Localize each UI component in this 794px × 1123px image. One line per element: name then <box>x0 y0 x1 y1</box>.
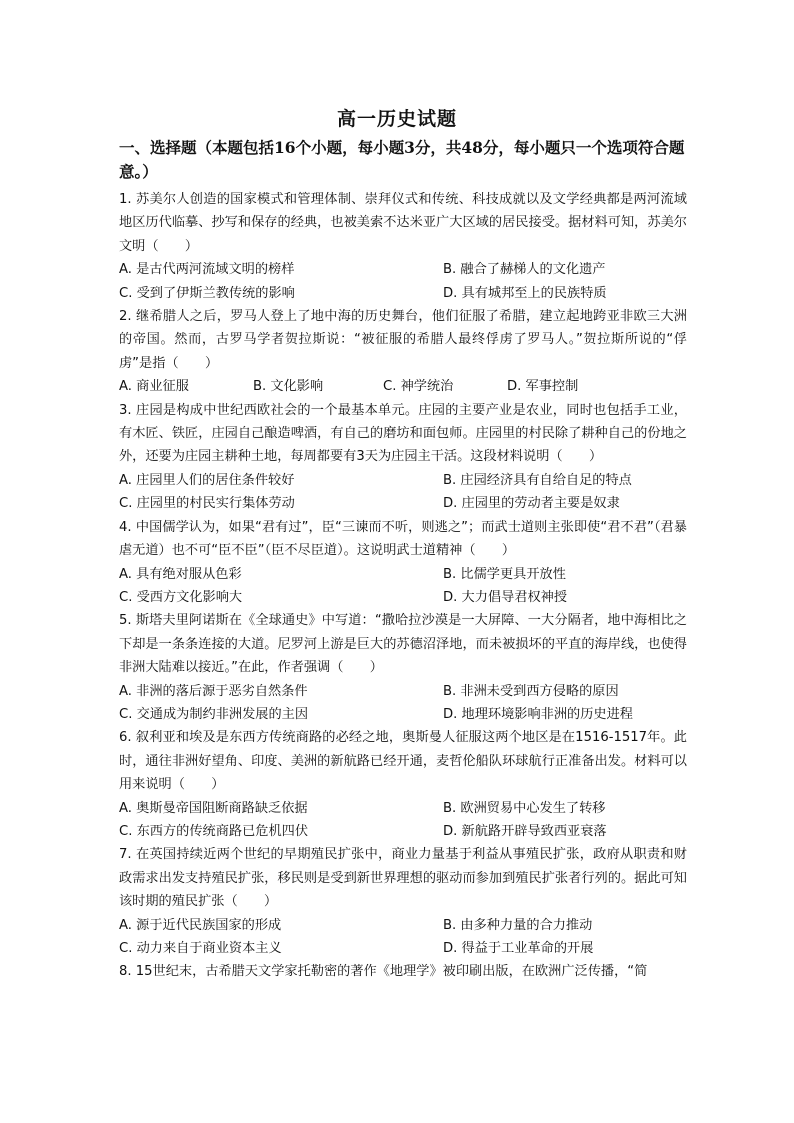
answer-option-c: C. 东西方的传统商路已危机四伏 <box>119 823 309 839</box>
question-3 <box>119 399 687 516</box>
answer-option-d: D. 庄园里的劳动者主要是奴隶 <box>443 496 620 512</box>
answer-option-c: C. 受西方文化影响大 <box>119 589 243 605</box>
question-stem: 4. 中国儒学认为，如果“君有过”，臣“三谏而不听，则逃之”；而武士道则主张即使“君不君”（君暴虐无道）也不可“臣不臣”（臣不尽臣道）。这说明武士道精神（ ） <box>119 519 687 559</box>
option-group <box>119 914 687 961</box>
answer-option-c: C. 交通成为制约非洲发展的主因 <box>119 706 309 722</box>
answer-option-a: A. 非洲的落后源于恶劣自然条件 <box>119 683 308 699</box>
answer-option-d: D. 新航路开辟导致西亚衰落 <box>443 823 607 839</box>
answer-option-b: B. 文化影响 <box>253 379 324 395</box>
answer-option-c: C. 受到了伊斯兰教传统的影响 <box>119 285 295 301</box>
answer-option-d: D. 大力倡导君权神授 <box>443 589 568 605</box>
answer-option-c: C. 庄园里的村民实行集体劳动 <box>119 496 295 512</box>
option-group <box>119 375 687 398</box>
answer-option-d: D. 军事控制 <box>507 379 579 395</box>
question-stem: 1. 苏美尔人创造的国家模式和管理体制、崇拜仪式和传统、科技成就以及文学经典都是两河流域地区历代临摹、抄写和保存的经典，也被美索不达米亚广大区域的居民接受。据材料可知，苏美尔文明（ ） <box>119 192 687 254</box>
answer-option-a: A. 源于近代民族国家的形成 <box>119 917 282 933</box>
question-stem: 2. 继希腊人之后，罗马人登上了地中海的历史舞台，他们征服了希腊，建立起地跨亚非欧三大洲的帝国。然而，古罗马学者贺拉斯说：“被征服的希腊人最终俘虏了罗马人。”贺拉斯所说的“俘虏”是指（ ） <box>119 309 687 371</box>
question-2 <box>119 305 687 399</box>
question-list <box>119 188 687 984</box>
question-8 <box>119 960 687 983</box>
question-5 <box>119 609 687 726</box>
option-group <box>119 563 687 610</box>
answer-option-a: A. 庄园里人们的居住条件较好 <box>119 472 295 488</box>
question-6 <box>119 726 687 843</box>
page-title: 高一历史试题 <box>336 108 457 130</box>
answer-option-c: C. 神学统治 <box>383 379 454 395</box>
question-stem: 5. 斯塔夫里阿诺斯在《全球通史》中写道：“撒哈拉沙漠是一大屏障、一大分隔者，地中海相比之下却是一条条连接的大道。尼罗河上游是巨大的苏德沼泽地，而未被损坏的平直的海岸线，也使得非洲大陆难以接近。”在此，作者强调（ ） <box>119 613 687 676</box>
answer-option-b: B. 非洲未受到西方侵略的原因 <box>443 683 619 699</box>
question-stem: 7. 在英国持续近两个世纪的早期殖民扩张中，商业力量基于利益从事殖民扩张，政府从职责和财政需求出发支持殖民扩张，移民则是受到新世界理想的驱动而参加到殖民扩张者行列的。据此可知该时期的殖民扩张（ ） <box>119 847 687 910</box>
answer-option-a: A. 商业征服 <box>119 379 189 395</box>
option-group <box>119 797 687 844</box>
answer-option-b: B. 欧洲贸易中心发生了转移 <box>443 800 606 816</box>
section-heading: 一、选择题（本题包括16个小题，每小题3分，共48分，每小题只一个选项符合题意。） <box>119 138 685 181</box>
question-stem: 8. 15世纪末，古希腊天文学家托勒密的著作《地理学》被印刷出版，在欧洲广泛传播，“简 <box>119 964 648 980</box>
question-1 <box>119 188 687 305</box>
answer-option-a: A. 具有绝对服从色彩 <box>119 566 242 582</box>
answer-option-b: B. 由多种力量的合力推动 <box>443 917 593 933</box>
option-group <box>119 469 687 516</box>
answer-option-b: B. 庄园经济具有自给自足的特点 <box>443 472 632 488</box>
answer-option-d: D. 得益于工业革命的开展 <box>443 941 594 956</box>
answer-option-a: A. 奥斯曼帝国阻断商路缺乏依据 <box>119 800 308 816</box>
answer-option-d: D. 地理环境影响非洲的历史进程 <box>443 706 633 722</box>
answer-option-d: D. 具有城邦至上的民族特质 <box>443 285 607 301</box>
answer-option-b: B. 融合了赫梯人的文化遗产 <box>443 262 606 278</box>
question-4 <box>119 516 687 610</box>
answer-option-a: A. 是古代两河流域文明的榜样 <box>119 262 295 278</box>
question-7 <box>119 843 687 960</box>
answer-option-c: C. 动力来自于商业资本主义 <box>119 941 282 956</box>
question-stem: 3. 庄园是构成中世纪西欧社会的一个最基本单元。庄园的主要产业是农业，同时也包括手工业，有木匠、铁匠，庄园自己酿造啤酒，有自己的磨坊和面包师。庄园里的村民除了耕种自己的份地之外，还要为庄园主耕种土地，每周都要有3天为庄园主干活。这段材料说明（ ） <box>119 402 687 465</box>
option-group <box>119 258 687 305</box>
option-group <box>119 680 687 727</box>
question-stem: 6. 叙利亚和埃及是东西方传统商路的必经之地，奥斯曼人征服这两个地区是在1516-1517年。此时，通往非洲好望角、印度、美洲的新航路已经开通，麦哲伦船队环球航行正准备出发。材料可以用来说明（ ） <box>119 730 687 793</box>
answer-option-b: B. 比儒学更具开放性 <box>443 566 566 582</box>
